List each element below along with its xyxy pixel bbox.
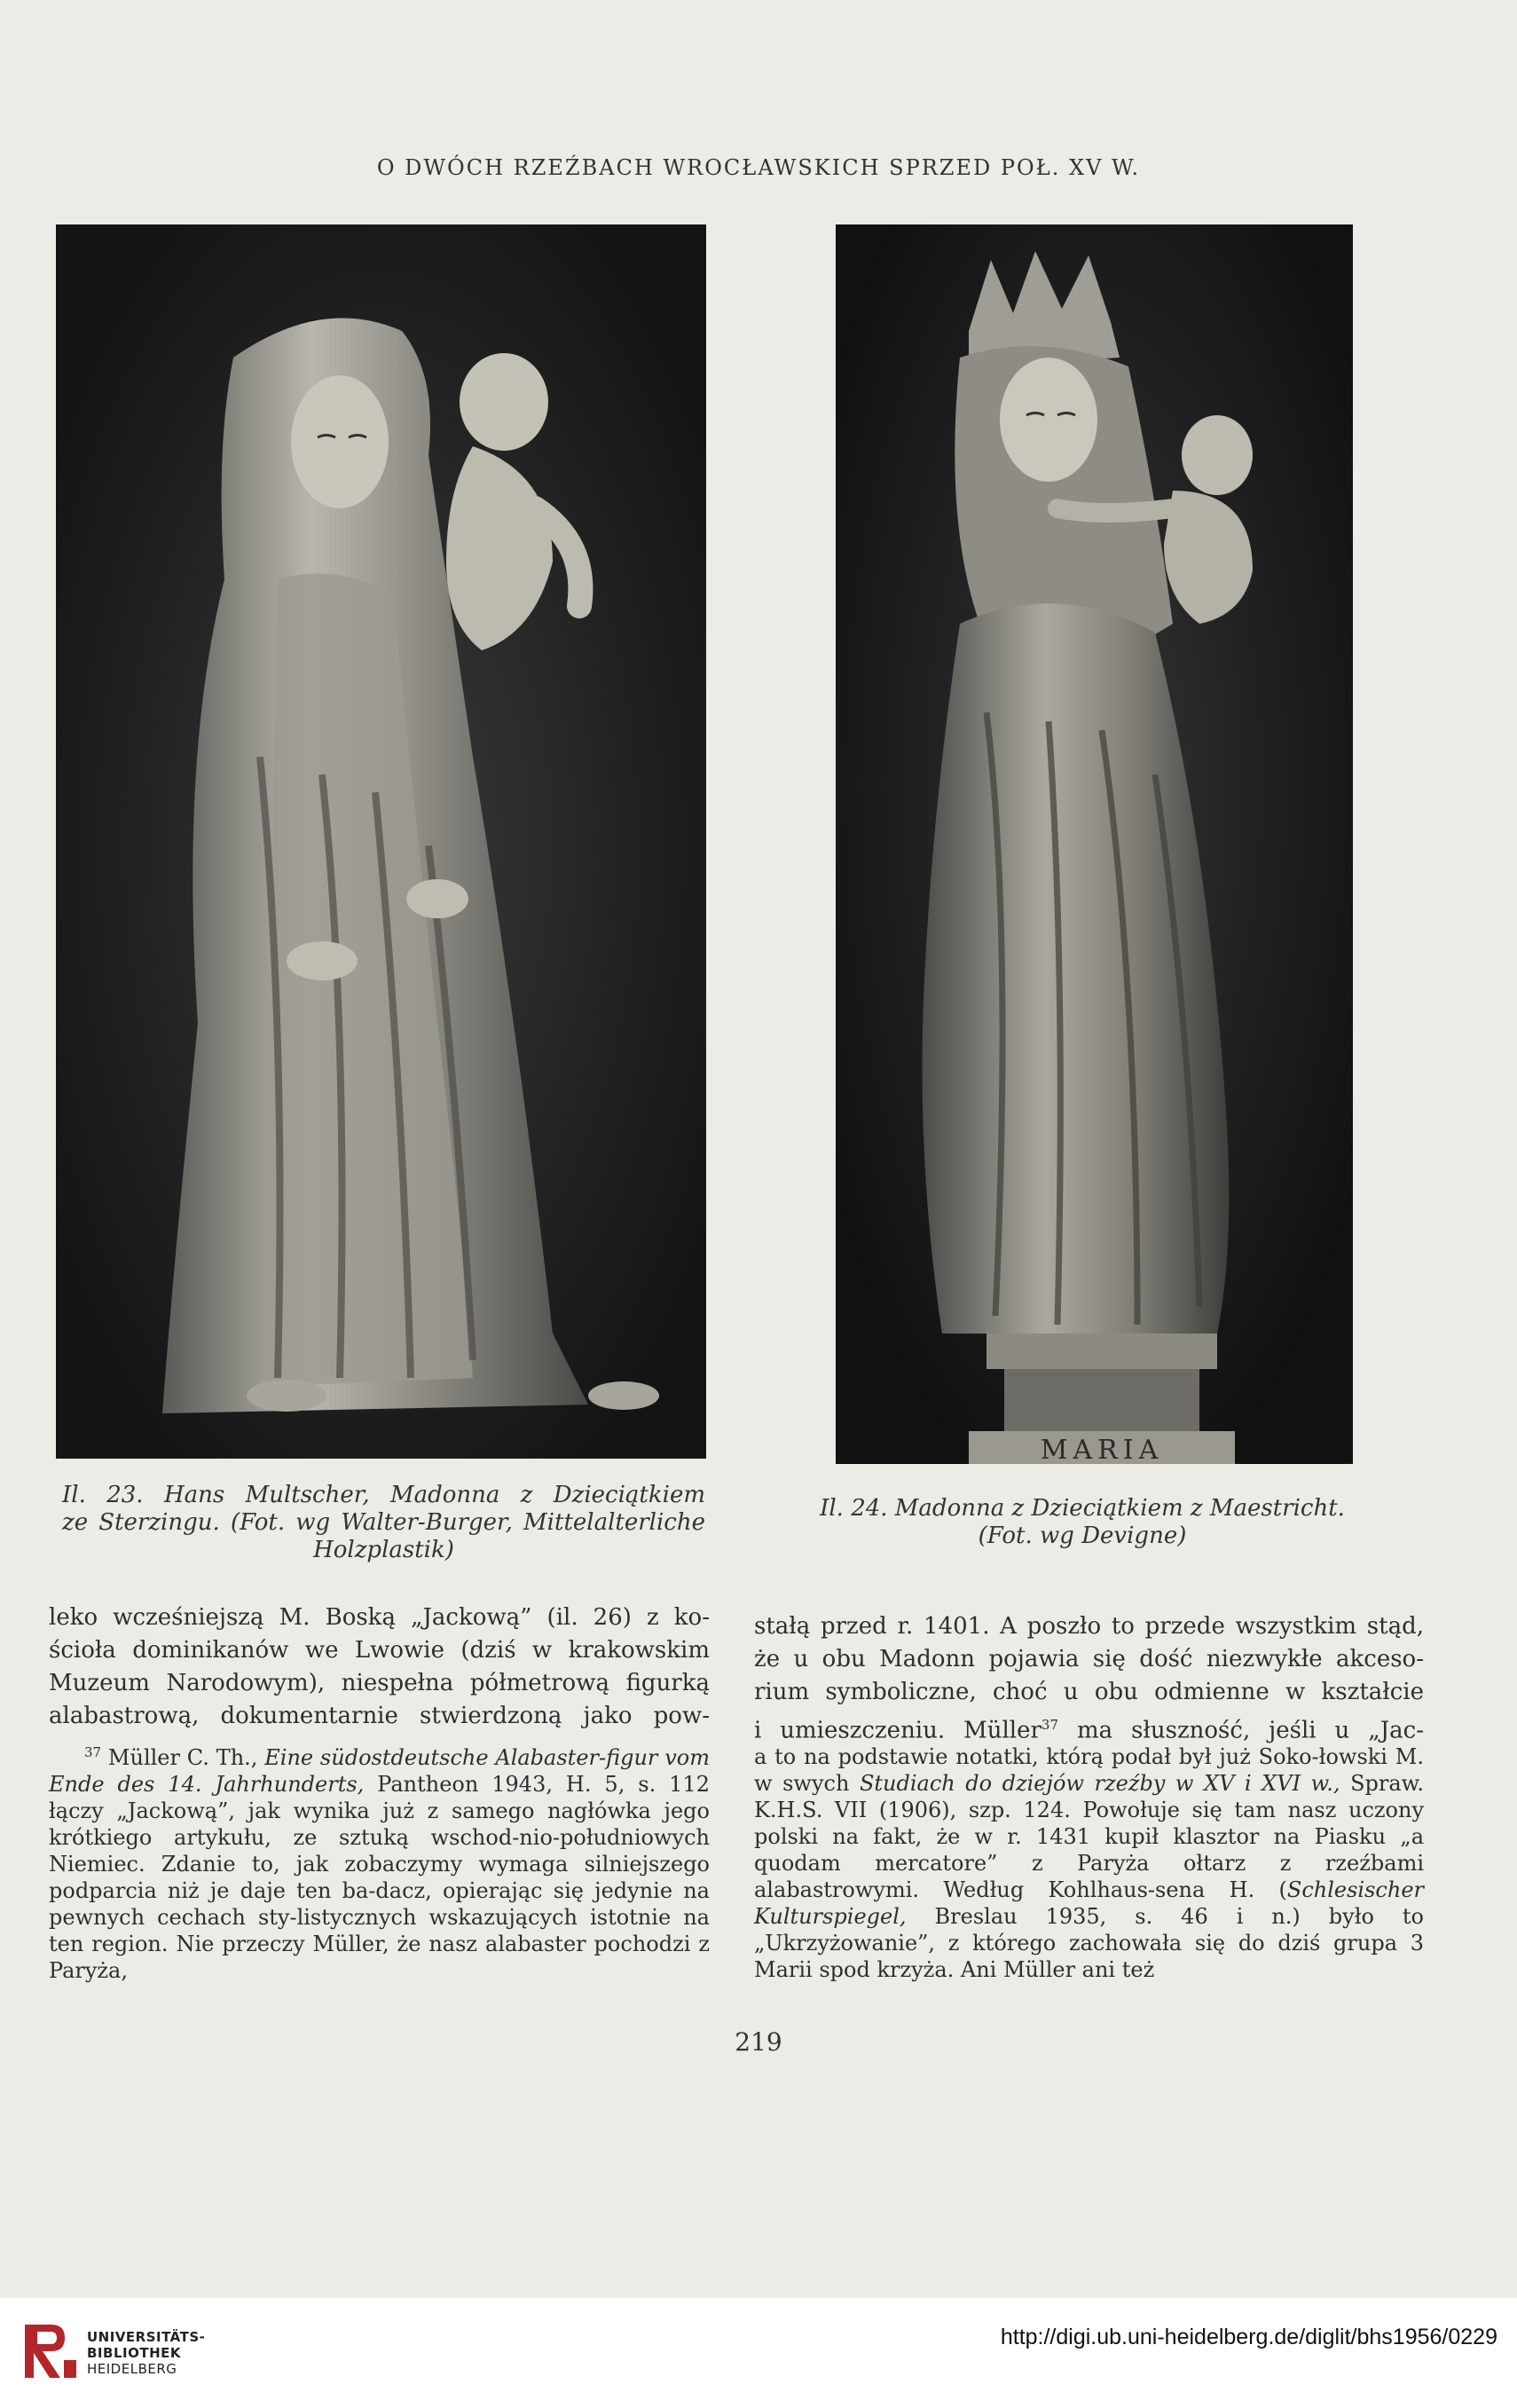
text-line: [754, 1709, 1424, 1748]
text-line: że u obu Madonn pojawia się dość niezwykłe akceso-: [754, 1646, 1424, 1672]
page-number: 219: [735, 2027, 782, 2057]
footnote-part: a to na podstawie notatki, którą podał był już Soko-łowski M. w swych: [754, 1744, 1424, 1796]
figure-24-caption: [781, 1495, 1384, 1550]
text-line: rium symboliczne, choć u obu odmienne w kształcie: [754, 1679, 1424, 1705]
text-line: stałą przed r. 1401. A poszło to przede wszystkim stąd,: [754, 1613, 1424, 1640]
caption-line: Il. 24. Madonna z Dzieciątkiem z Maestricht.: [820, 1495, 1345, 1522]
text-line: alabastrową, dokumentarnie stwierdzoną jako pow-: [49, 1703, 710, 1729]
caption-line: Il. 23. Hans Multscher, Madonna z Dzieciątkiem: [62, 1482, 705, 1508]
text-fragment: ma słuszność, jeśli u „Jac-: [1076, 1717, 1424, 1744]
footnote-number: 37: [84, 1744, 102, 1760]
caption-line: Holzplastik): [313, 1537, 454, 1563]
caption-line: (Fot. wg Devigne): [978, 1523, 1187, 1549]
footnote-rest: Pantheon 1943, H. 5, s. 112 łączy „Jackową”, jak wynika już z samego nagłówka jego krótkiego artykułu, ze sztuką wschod-nio-południowych Niemiec. Zdanie to, jak zobaczymy wymaga silniejszego podparcia niż je daje ten ba-dacz, opierając się jedynie na pewnych cechach sty-listycznych wskazujących istotnie na ten region. Nie przeczy Müller, że nasz alabaster pochodzi z Paryża,: [49, 1772, 710, 1983]
running-head: O DWÓCH RZEŹBACH WROCŁAWSKICH SPRZED POŁ. XV W.: [376, 155, 1141, 180]
library-name-line: UNIVERSITÄTS-: [87, 2329, 206, 2345]
madonna-sterzing-photo: [56, 224, 706, 1459]
madonna-maastricht-photo: [836, 224, 1353, 1464]
footnote-reference: 37: [1041, 1717, 1058, 1733]
library-logo-icon: [25, 2316, 78, 2387]
footnote-37: [49, 1739, 710, 1984]
source-url-link[interactable]: http://digi.ub.uni-heidelberg.de/diglit/bhs1956/0229: [1000, 2325, 1497, 2349]
pedestal-inscription: MARIA: [1040, 1435, 1164, 1464]
library-name-line: HEIDELBERG: [87, 2361, 177, 2377]
figure-23-caption: [62, 1482, 705, 1564]
caption-line: ze Sterzingu. (Fot. wg Walter-Burger, Mittelalterliche: [62, 1509, 705, 1536]
text-line: ścioła dominikanów we Lwowie (dziś w krakowskim: [49, 1637, 710, 1664]
footnote-title: Schlesischer Kulturspiegel,: [754, 1877, 1424, 1929]
footnote-title: Eine südostdeutsche Alabaster-figur vom Ende des 14. Jahrhunderts,: [49, 1745, 710, 1797]
footnote-part: Breslau 1935, s. 46 i n.) było to „Ukrzyżowanie”, z którego zachowała się do dziś grupa 3 Marii spod krzyża. Ani Müller ani też: [754, 1904, 1424, 1982]
footnote-author: Müller C. Th.,: [107, 1745, 258, 1770]
library-name-line: BIBLIOTHEK: [87, 2345, 181, 2361]
library-name: [87, 2329, 205, 2377]
footnote-title: Studiach do dziejów rzeźby w XV i XVI w.,: [859, 1771, 1340, 1796]
footnote-text: [754, 1743, 1424, 1983]
footnote-text: [49, 1739, 710, 1984]
footnote-continuation: [754, 1743, 1424, 1983]
text-line: leko wcześniejszą M. Boską „Jackową” (il. 26) z ko-: [49, 1604, 710, 1631]
text-fragment: i umieszczeniu. Müller: [754, 1717, 1041, 1744]
right-column-text: [754, 1610, 1424, 1748]
footer-bar: [0, 2298, 1517, 2408]
text-line: Muzeum Narodowym), niespełna półmetrową figurką: [49, 1670, 710, 1696]
left-column-text: [49, 1601, 710, 1733]
footnote-part: Spraw. K.H.S. VII (1906), szp. 124. Powołuje się tam nasz uczony polski na fakt, że w r. 1431 kupił klasztor na Piasku „a quodam mercatore” z Paryża ołtarz z rzeźbami alabastrowymi. Według Kohlhaus-sena H. (: [754, 1771, 1424, 1902]
